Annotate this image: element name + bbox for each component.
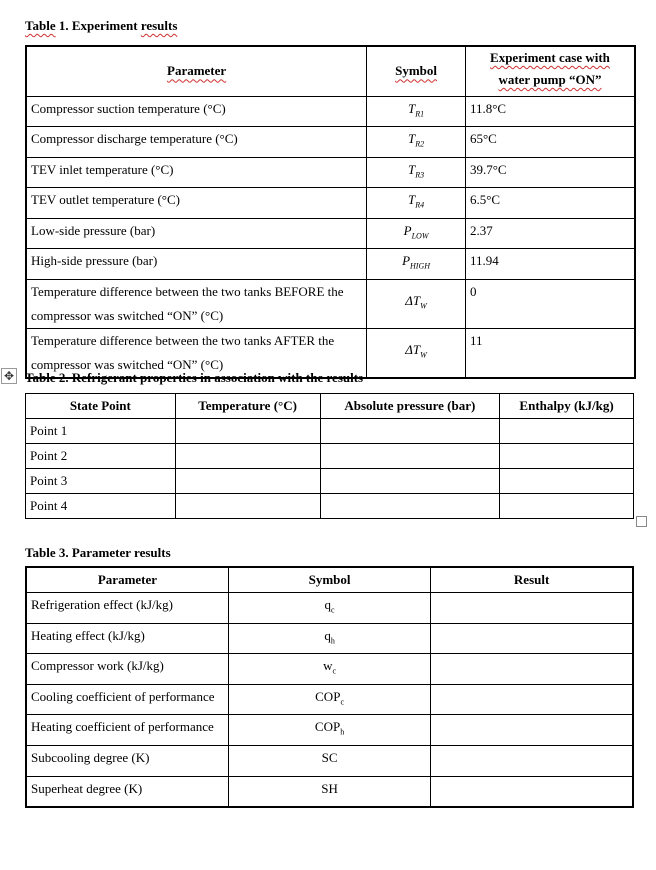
table1-symbol-main: T: [408, 131, 416, 147]
table3-result-cell[interactable]: [431, 745, 633, 776]
table1-symbol-cell: [367, 218, 466, 249]
table1-caption: [25, 18, 177, 34]
table1-caption-last: results: [140, 18, 178, 33]
table2-enthalpy-cell[interactable]: [500, 419, 634, 444]
table3-symbol-cell: [228, 623, 430, 654]
table2-header-enthalpy: Enthalpy (kJ/kg): [500, 394, 634, 419]
table1-header-experiment: [465, 46, 635, 96]
table1-row: [26, 249, 635, 280]
table1-row: [26, 218, 635, 249]
table1-parameter-cell: TEV inlet temperature (°C): [26, 157, 367, 188]
table3-row: [26, 776, 633, 807]
table2-temperature-cell[interactable]: [175, 469, 320, 494]
table3-header-row: [26, 567, 633, 593]
table2-row: [26, 444, 634, 469]
table3-row: [26, 745, 633, 776]
table1-header-symbol-text: Symbol: [395, 63, 438, 79]
table1-row: [26, 280, 635, 329]
table1-row: [26, 157, 635, 188]
refrigerant-properties-table: [25, 393, 634, 519]
table1-value-cell: 11.94: [465, 249, 635, 280]
table1-symbol-main: ΔT: [405, 293, 421, 309]
table2-temperature-cell[interactable]: [175, 419, 320, 444]
table1-value-cell: 0: [465, 280, 635, 329]
table3-result-cell[interactable]: [431, 623, 633, 654]
table3-result-cell[interactable]: [431, 654, 633, 685]
table1-value-cell: 6.5°C: [465, 188, 635, 219]
table2-enthalpy-cell[interactable]: [500, 494, 634, 519]
table3-row: [26, 654, 633, 685]
table1-symbol-main: T: [408, 100, 416, 116]
table2-row: [26, 419, 634, 444]
table1-symbol-main: T: [408, 161, 416, 177]
table3-symbol-main: q: [324, 597, 332, 612]
table1-header-parameter-text: Parameter: [167, 63, 227, 79]
table1-value-cell: 11.8°C: [465, 96, 635, 127]
table2-enthalpy-cell[interactable]: [500, 469, 634, 494]
table3-parameter-cell: Heating effect (kJ/kg): [26, 623, 228, 654]
table3-parameter-cell: Superheat degree (K): [26, 776, 228, 807]
table3-symbol-sub: h: [330, 636, 335, 646]
table1-value-cell: 2.37: [465, 218, 635, 249]
table3-parameter-cell: Subcooling degree (K): [26, 745, 228, 776]
table1-parameter-cell: Compressor discharge temperature (°C): [26, 127, 367, 158]
table2-header-row: [26, 394, 634, 419]
table3-result-cell[interactable]: [431, 776, 633, 807]
table2-state-point-cell: Point 2: [26, 444, 176, 469]
table3-symbol-sub: c: [332, 666, 337, 676]
table1-row: [26, 127, 635, 158]
table1-header-symbol: [367, 46, 466, 96]
table2-state-point-cell: Point 4: [26, 494, 176, 519]
table3-symbol-cell: [228, 593, 430, 624]
table3-parameter-cell: Heating coefficient of performance: [26, 715, 228, 746]
table2-header-state-point: State Point: [26, 394, 176, 419]
table3-symbol-main: COP: [315, 688, 341, 704]
table1-symbol-cell: [367, 249, 466, 280]
table3-symbol-main: q: [324, 627, 331, 643]
table1-row: [26, 96, 635, 127]
table3-parameter-cell: Refrigeration effect (kJ/kg): [26, 593, 228, 624]
table1-value-cell: 11: [465, 329, 635, 379]
table3-parameter-cell: Cooling coefficient of performance: [26, 684, 228, 715]
table3-symbol-cell: [228, 776, 430, 807]
table3-symbol-cell: [228, 745, 430, 776]
table3-header-symbol: Symbol: [228, 567, 430, 593]
table1-symbol-main: P: [403, 222, 412, 238]
table2-temperature-cell[interactable]: [175, 494, 320, 519]
experiment-results-table: [25, 45, 636, 379]
table1-header-experiment-line1: Experiment case with: [490, 50, 610, 65]
table2-temperature-cell[interactable]: [175, 444, 320, 469]
table2-row: [26, 494, 634, 519]
table1-symbol-cell: [367, 188, 466, 219]
table1-symbol-sub: R1: [415, 109, 425, 119]
table1-symbol-cell: [367, 127, 466, 158]
table2-pressure-cell[interactable]: [320, 469, 500, 494]
table1-symbol-sub: R4: [415, 200, 425, 210]
table1-parameter-cell: Low-side pressure (bar): [26, 218, 367, 249]
table3-result-cell[interactable]: [431, 593, 633, 624]
table2-state-point-cell: Point 1: [26, 419, 176, 444]
table1-parameter-cell: High-side pressure (bar): [26, 249, 367, 280]
table2-pressure-cell[interactable]: [320, 444, 500, 469]
table1-symbol-main: ΔT: [405, 342, 421, 358]
table3-result-cell[interactable]: [431, 715, 633, 746]
table3-row: [26, 593, 633, 624]
table1-header-parameter: [26, 46, 367, 96]
table2-enthalpy-cell[interactable]: [500, 444, 634, 469]
table1-caption-rest: 1. Experiment: [55, 18, 141, 33]
table-resize-handle[interactable]: [636, 516, 647, 527]
table1-symbol-cell: [367, 329, 466, 379]
table3-row: [26, 684, 633, 715]
table1-symbol-cell: [367, 280, 466, 329]
table3-symbol-main: SC: [321, 749, 338, 765]
parameter-results-table: [25, 566, 634, 808]
table1-symbol-sub: LOW: [411, 231, 429, 241]
table1-symbol-main: T: [408, 192, 416, 208]
table1-symbol-sub: R2: [415, 139, 425, 149]
table1-row: [26, 188, 635, 219]
table1-symbol-sub: R3: [415, 170, 425, 180]
table1-value-cell: 39.7°C: [465, 157, 635, 188]
table3-symbol-main: SH: [321, 780, 338, 796]
table2-pressure-cell[interactable]: [320, 419, 500, 444]
table3-symbol-main: w: [323, 658, 333, 674]
table3-row: [26, 715, 633, 746]
table1-header-experiment-line2: water pump “ON”: [498, 72, 602, 87]
table1-caption-prefix: Table: [25, 18, 56, 33]
table1-value-cell: 65°C: [465, 127, 635, 158]
table3-symbol-cell: [228, 654, 430, 685]
table3-header-parameter: Parameter: [26, 567, 228, 593]
table1-parameter-cell: Temperature difference between the two tanks BEFORE the compressor was switched “ON” (°C): [26, 280, 367, 329]
table1-symbol-cell: [367, 96, 466, 127]
table3-symbol-sub: h: [340, 727, 345, 737]
table1-symbol-sub: HIGH: [410, 262, 431, 272]
table3-symbol-main: COP: [314, 719, 341, 735]
table3-symbol-sub: c: [340, 697, 344, 707]
table1-parameter-cell: Temperature difference between the two tanks AFTER the compressor was switched “ON” (°C): [26, 329, 367, 379]
table2-header-absolute-pressure: Absolute pressure (bar): [320, 394, 500, 419]
table3-result-cell[interactable]: [431, 684, 633, 715]
table2-row: [26, 469, 634, 494]
table1-parameter-cell: TEV outlet temperature (°C): [26, 188, 367, 219]
table1-symbol-main: P: [402, 253, 411, 269]
table1-header-row: [26, 46, 635, 96]
table3-caption: Table 3. Parameter results: [25, 545, 171, 560]
table1-symbol-cell: [367, 157, 466, 188]
table3-parameter-cell: Compressor work (kJ/kg): [26, 654, 228, 685]
table2-header-temperature: Temperature (°C): [175, 394, 320, 419]
table2-pressure-cell[interactable]: [320, 494, 500, 519]
table1-parameter-cell: Compressor suction temperature (°C): [26, 96, 367, 127]
table3-symbol-cell: [228, 715, 430, 746]
table3-header-result: Result: [431, 567, 633, 593]
table2-caption: Table 2. Refrigerant properties in association with the results: [25, 370, 364, 385]
table1-symbol-sub: W: [420, 350, 427, 360]
table-move-handle-icon[interactable]: ✥: [1, 368, 17, 384]
table3-row: [26, 623, 633, 654]
table1-symbol-sub: W: [420, 301, 427, 311]
table2-state-point-cell: Point 3: [26, 469, 176, 494]
table3-symbol-cell: [228, 684, 430, 715]
table3-symbol-sub: c: [331, 605, 335, 615]
